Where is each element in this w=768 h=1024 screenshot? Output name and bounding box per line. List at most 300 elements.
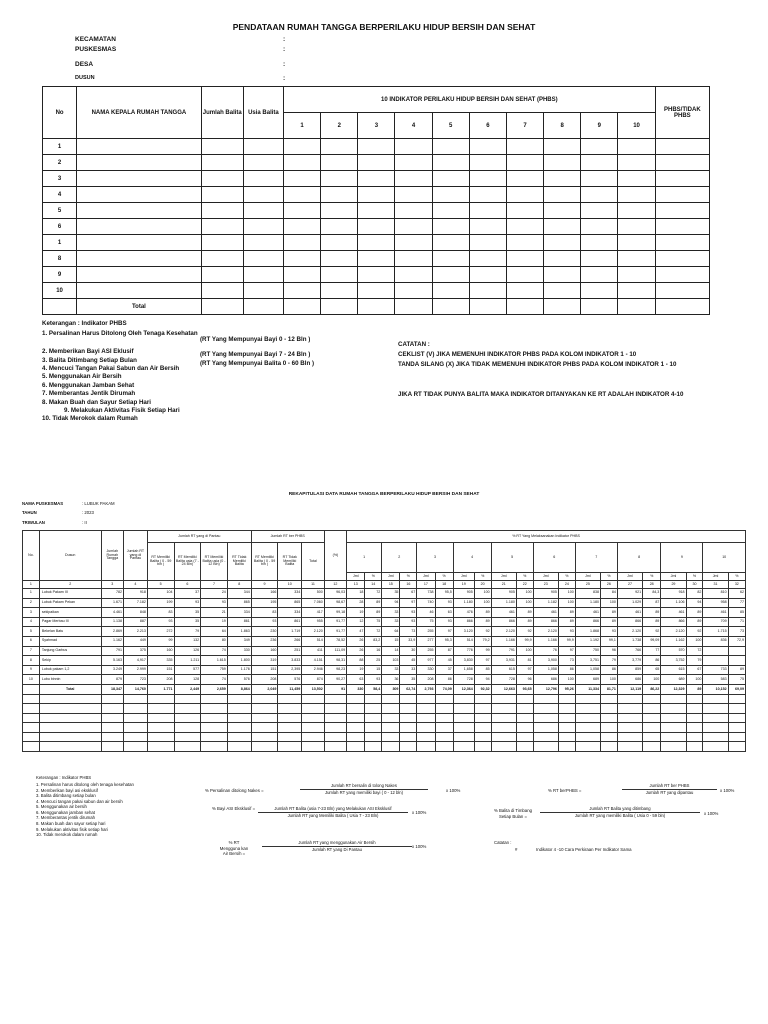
entry-cell[interactable]	[395, 267, 432, 283]
entry-cell[interactable]	[544, 251, 581, 267]
empty-cell[interactable]	[23, 723, 40, 733]
entry-cell[interactable]	[618, 187, 655, 203]
entry-cell[interactable]	[395, 187, 432, 203]
empty-cell[interactable]	[347, 742, 365, 752]
entry-cell[interactable]	[655, 171, 709, 187]
empty-cell[interactable]	[124, 723, 148, 733]
entry-cell[interactable]	[243, 219, 283, 235]
empty-cell[interactable]	[23, 742, 40, 752]
entry-cell[interactable]	[77, 203, 202, 219]
empty-cell[interactable]	[435, 694, 453, 704]
empty-cell[interactable]	[251, 694, 278, 704]
entry-cell[interactable]	[655, 155, 709, 171]
empty-cell[interactable]	[417, 704, 435, 714]
empty-cell[interactable]	[516, 742, 533, 752]
empty-cell[interactable]	[533, 723, 558, 733]
empty-cell[interactable]	[365, 713, 382, 723]
empty-cell[interactable]	[365, 723, 382, 733]
entry-cell[interactable]	[544, 219, 581, 235]
entry-cell[interactable]	[358, 171, 395, 187]
empty-cell[interactable]	[400, 694, 417, 704]
entry-cell[interactable]	[469, 171, 506, 187]
entry-cell[interactable]	[395, 283, 432, 299]
empty-cell[interactable]	[174, 704, 201, 714]
empty-cell[interactable]	[347, 704, 365, 714]
empty-cell[interactable]	[728, 742, 745, 752]
empty-cell[interactable]	[617, 723, 642, 733]
empty-cell[interactable]	[23, 704, 40, 714]
empty-cell[interactable]	[491, 713, 516, 723]
empty-cell[interactable]	[728, 723, 745, 733]
empty-cell[interactable]	[643, 732, 661, 742]
empty-cell[interactable]	[400, 742, 417, 752]
entry-cell[interactable]	[321, 219, 358, 235]
empty-cell[interactable]	[201, 704, 228, 714]
empty-cell[interactable]	[601, 742, 618, 752]
empty-cell[interactable]	[474, 732, 491, 742]
empty-cell[interactable]	[533, 704, 558, 714]
empty-cell[interactable]	[558, 742, 575, 752]
entry-cell[interactable]	[581, 155, 618, 171]
entry-cell[interactable]	[201, 267, 243, 283]
empty-cell[interactable]	[174, 742, 201, 752]
empty-cell[interactable]	[516, 694, 533, 704]
empty-cell[interactable]	[124, 732, 148, 742]
empty-cell[interactable]	[435, 742, 453, 752]
empty-cell[interactable]	[174, 723, 201, 733]
empty-cell[interactable]	[302, 713, 324, 723]
empty-cell[interactable]	[324, 723, 346, 733]
empty-cell[interactable]	[575, 694, 600, 704]
empty-cell[interactable]	[347, 723, 365, 733]
entry-cell[interactable]	[201, 219, 243, 235]
empty-cell[interactable]	[661, 694, 686, 704]
empty-cell[interactable]	[278, 742, 302, 752]
empty-cell[interactable]	[251, 704, 278, 714]
empty-cell[interactable]	[201, 732, 228, 742]
empty-cell[interactable]	[643, 713, 661, 723]
entry-cell[interactable]	[284, 251, 321, 267]
entry-cell[interactable]	[469, 283, 506, 299]
empty-cell[interactable]	[23, 694, 40, 704]
entry-cell[interactable]	[432, 235, 469, 251]
empty-cell[interactable]	[324, 694, 346, 704]
entry-cell[interactable]	[469, 139, 506, 155]
empty-cell[interactable]	[686, 704, 703, 714]
empty-cell[interactable]	[686, 742, 703, 752]
empty-cell[interactable]	[251, 713, 278, 723]
entry-cell[interactable]	[395, 235, 432, 251]
entry-cell[interactable]	[544, 235, 581, 251]
entry-cell[interactable]	[243, 171, 283, 187]
empty-cell[interactable]	[324, 742, 346, 752]
empty-cell[interactable]	[617, 704, 642, 714]
empty-cell[interactable]	[703, 704, 728, 714]
empty-cell[interactable]	[643, 694, 661, 704]
entry-cell[interactable]	[201, 203, 243, 219]
entry-cell[interactable]	[395, 139, 432, 155]
entry-cell[interactable]	[506, 283, 543, 299]
empty-cell[interactable]	[227, 742, 251, 752]
empty-cell[interactable]	[703, 694, 728, 704]
empty-cell[interactable]	[601, 704, 618, 714]
empty-cell[interactable]	[39, 732, 101, 742]
entry-cell[interactable]	[655, 235, 709, 251]
entry-cell[interactable]	[469, 187, 506, 203]
entry-cell[interactable]	[284, 139, 321, 155]
empty-cell[interactable]	[278, 694, 302, 704]
empty-cell[interactable]	[491, 723, 516, 733]
entry-cell[interactable]	[321, 267, 358, 283]
empty-cell[interactable]	[201, 713, 228, 723]
entry-cell[interactable]	[432, 219, 469, 235]
entry-cell[interactable]	[358, 235, 395, 251]
entry-cell[interactable]	[243, 251, 283, 267]
entry-cell[interactable]	[77, 139, 202, 155]
entry-cell[interactable]	[77, 251, 202, 267]
entry-cell[interactable]	[395, 251, 432, 267]
entry-cell[interactable]	[655, 267, 709, 283]
entry-cell[interactable]	[243, 283, 283, 299]
entry-cell[interactable]	[284, 219, 321, 235]
entry-cell[interactable]	[321, 155, 358, 171]
entry-cell[interactable]	[432, 267, 469, 283]
entry-cell[interactable]	[655, 203, 709, 219]
entry-cell[interactable]	[581, 267, 618, 283]
entry-cell[interactable]	[201, 155, 243, 171]
empty-cell[interactable]	[400, 723, 417, 733]
empty-cell[interactable]	[382, 732, 400, 742]
entry-cell[interactable]	[201, 171, 243, 187]
entry-cell[interactable]	[77, 235, 202, 251]
empty-cell[interactable]	[643, 742, 661, 752]
entry-cell[interactable]	[77, 187, 202, 203]
entry-cell[interactable]	[243, 139, 283, 155]
empty-cell[interactable]	[435, 732, 453, 742]
entry-cell[interactable]	[655, 219, 709, 235]
empty-cell[interactable]	[39, 704, 101, 714]
entry-cell[interactable]	[432, 155, 469, 171]
empty-cell[interactable]	[491, 742, 516, 752]
empty-cell[interactable]	[558, 694, 575, 704]
empty-cell[interactable]	[453, 713, 474, 723]
empty-cell[interactable]	[101, 723, 123, 733]
entry-cell[interactable]	[469, 235, 506, 251]
entry-cell[interactable]	[243, 203, 283, 219]
entry-cell[interactable]	[544, 283, 581, 299]
entry-cell[interactable]	[469, 219, 506, 235]
empty-cell[interactable]	[302, 732, 324, 742]
empty-cell[interactable]	[227, 732, 251, 742]
entry-cell[interactable]	[432, 187, 469, 203]
empty-cell[interactable]	[533, 694, 558, 704]
empty-cell[interactable]	[278, 723, 302, 733]
empty-cell[interactable]	[533, 713, 558, 723]
entry-cell[interactable]	[395, 219, 432, 235]
entry-cell[interactable]	[358, 155, 395, 171]
empty-cell[interactable]	[147, 732, 174, 742]
empty-cell[interactable]	[601, 732, 618, 742]
empty-cell[interactable]	[728, 704, 745, 714]
entry-cell[interactable]	[321, 283, 358, 299]
entry-cell[interactable]	[544, 155, 581, 171]
empty-cell[interactable]	[365, 704, 382, 714]
empty-cell[interactable]	[147, 742, 174, 752]
entry-cell[interactable]	[506, 219, 543, 235]
empty-cell[interactable]	[575, 732, 600, 742]
empty-cell[interactable]	[365, 732, 382, 742]
entry-cell[interactable]	[618, 235, 655, 251]
empty-cell[interactable]	[601, 723, 618, 733]
entry-cell[interactable]	[358, 251, 395, 267]
entry-cell[interactable]	[581, 139, 618, 155]
entry-cell[interactable]	[201, 235, 243, 251]
entry-cell[interactable]	[284, 187, 321, 203]
empty-cell[interactable]	[453, 732, 474, 742]
empty-cell[interactable]	[382, 723, 400, 733]
empty-cell[interactable]	[558, 704, 575, 714]
entry-cell[interactable]	[284, 203, 321, 219]
entry-cell[interactable]	[432, 171, 469, 187]
empty-cell[interactable]	[39, 694, 101, 704]
empty-cell[interactable]	[201, 694, 228, 704]
empty-cell[interactable]	[365, 694, 382, 704]
entry-cell[interactable]	[506, 203, 543, 219]
empty-cell[interactable]	[251, 732, 278, 742]
empty-cell[interactable]	[686, 723, 703, 733]
empty-cell[interactable]	[124, 742, 148, 752]
empty-cell[interactable]	[703, 723, 728, 733]
entry-cell[interactable]	[581, 171, 618, 187]
empty-cell[interactable]	[661, 704, 686, 714]
entry-cell[interactable]	[506, 171, 543, 187]
empty-cell[interactable]	[365, 742, 382, 752]
empty-cell[interactable]	[124, 694, 148, 704]
empty-cell[interactable]	[516, 704, 533, 714]
entry-cell[interactable]	[77, 267, 202, 283]
empty-cell[interactable]	[382, 694, 400, 704]
entry-cell[interactable]	[655, 251, 709, 267]
entry-cell[interactable]	[581, 283, 618, 299]
empty-cell[interactable]	[558, 732, 575, 742]
empty-cell[interactable]	[474, 694, 491, 704]
empty-cell[interactable]	[382, 704, 400, 714]
entry-cell[interactable]	[655, 187, 709, 203]
entry-cell[interactable]	[618, 267, 655, 283]
empty-cell[interactable]	[686, 713, 703, 723]
empty-cell[interactable]	[474, 742, 491, 752]
empty-cell[interactable]	[417, 732, 435, 742]
entry-cell[interactable]	[506, 139, 543, 155]
entry-cell[interactable]	[358, 203, 395, 219]
entry-cell[interactable]	[432, 283, 469, 299]
entry-cell[interactable]	[544, 203, 581, 219]
empty-cell[interactable]	[516, 713, 533, 723]
entry-cell[interactable]	[618, 203, 655, 219]
empty-cell[interactable]	[417, 713, 435, 723]
empty-cell[interactable]	[147, 713, 174, 723]
empty-cell[interactable]	[491, 732, 516, 742]
empty-cell[interactable]	[453, 723, 474, 733]
empty-cell[interactable]	[435, 704, 453, 714]
entry-cell[interactable]	[544, 171, 581, 187]
empty-cell[interactable]	[435, 723, 453, 733]
entry-cell[interactable]	[618, 251, 655, 267]
empty-cell[interactable]	[227, 723, 251, 733]
entry-cell[interactable]	[469, 203, 506, 219]
empty-cell[interactable]	[227, 694, 251, 704]
entry-cell[interactable]	[544, 139, 581, 155]
empty-cell[interactable]	[575, 713, 600, 723]
empty-cell[interactable]	[491, 694, 516, 704]
empty-cell[interactable]	[201, 723, 228, 733]
empty-cell[interactable]	[491, 704, 516, 714]
empty-cell[interactable]	[147, 723, 174, 733]
entry-cell[interactable]	[544, 267, 581, 283]
empty-cell[interactable]	[703, 713, 728, 723]
empty-cell[interactable]	[417, 723, 435, 733]
entry-cell[interactable]	[581, 203, 618, 219]
empty-cell[interactable]	[533, 732, 558, 742]
empty-cell[interactable]	[302, 723, 324, 733]
empty-cell[interactable]	[661, 742, 686, 752]
empty-cell[interactable]	[661, 713, 686, 723]
empty-cell[interactable]	[147, 704, 174, 714]
entry-cell[interactable]	[77, 155, 202, 171]
entry-cell[interactable]	[201, 187, 243, 203]
entry-cell[interactable]	[655, 283, 709, 299]
entry-cell[interactable]	[321, 203, 358, 219]
empty-cell[interactable]	[302, 704, 324, 714]
empty-cell[interactable]	[661, 732, 686, 742]
empty-cell[interactable]	[251, 742, 278, 752]
empty-cell[interactable]	[516, 732, 533, 742]
empty-cell[interactable]	[453, 742, 474, 752]
empty-cell[interactable]	[558, 713, 575, 723]
empty-cell[interactable]	[174, 694, 201, 704]
empty-cell[interactable]	[400, 704, 417, 714]
empty-cell[interactable]	[643, 704, 661, 714]
entry-cell[interactable]	[618, 219, 655, 235]
entry-cell[interactable]	[77, 171, 202, 187]
entry-cell[interactable]	[432, 203, 469, 219]
entry-cell[interactable]	[618, 139, 655, 155]
empty-cell[interactable]	[533, 742, 558, 752]
entry-cell[interactable]	[321, 171, 358, 187]
empty-cell[interactable]	[174, 713, 201, 723]
empty-cell[interactable]	[324, 713, 346, 723]
entry-cell[interactable]	[284, 283, 321, 299]
entry-cell[interactable]	[243, 155, 283, 171]
empty-cell[interactable]	[516, 723, 533, 733]
empty-cell[interactable]	[101, 694, 123, 704]
empty-cell[interactable]	[417, 742, 435, 752]
empty-cell[interactable]	[400, 713, 417, 723]
entry-cell[interactable]	[581, 187, 618, 203]
empty-cell[interactable]	[617, 732, 642, 742]
entry-cell[interactable]	[321, 235, 358, 251]
empty-cell[interactable]	[251, 723, 278, 733]
entry-cell[interactable]	[284, 267, 321, 283]
empty-cell[interactable]	[474, 723, 491, 733]
empty-cell[interactable]	[23, 732, 40, 742]
empty-cell[interactable]	[101, 704, 123, 714]
entry-cell[interactable]	[395, 171, 432, 187]
empty-cell[interactable]	[124, 704, 148, 714]
empty-cell[interactable]	[302, 742, 324, 752]
empty-cell[interactable]	[601, 713, 618, 723]
empty-cell[interactable]	[474, 704, 491, 714]
empty-cell[interactable]	[39, 723, 101, 733]
entry-cell[interactable]	[395, 203, 432, 219]
empty-cell[interactable]	[174, 732, 201, 742]
empty-cell[interactable]	[347, 732, 365, 742]
entry-cell[interactable]	[581, 251, 618, 267]
empty-cell[interactable]	[703, 732, 728, 742]
entry-cell[interactable]	[321, 187, 358, 203]
entry-cell[interactable]	[506, 155, 543, 171]
empty-cell[interactable]	[201, 742, 228, 752]
entry-cell[interactable]	[358, 283, 395, 299]
empty-cell[interactable]	[435, 713, 453, 723]
empty-cell[interactable]	[324, 732, 346, 742]
empty-cell[interactable]	[278, 704, 302, 714]
empty-cell[interactable]	[617, 742, 642, 752]
empty-cell[interactable]	[575, 742, 600, 752]
entry-cell[interactable]	[201, 139, 243, 155]
entry-cell[interactable]	[432, 139, 469, 155]
empty-cell[interactable]	[575, 723, 600, 733]
entry-cell[interactable]	[284, 171, 321, 187]
empty-cell[interactable]	[728, 713, 745, 723]
empty-cell[interactable]	[227, 713, 251, 723]
empty-cell[interactable]	[643, 723, 661, 733]
empty-cell[interactable]	[39, 742, 101, 752]
empty-cell[interactable]	[302, 694, 324, 704]
empty-cell[interactable]	[324, 704, 346, 714]
empty-cell[interactable]	[474, 713, 491, 723]
entry-cell[interactable]	[284, 235, 321, 251]
empty-cell[interactable]	[347, 713, 365, 723]
empty-cell[interactable]	[400, 732, 417, 742]
entry-cell[interactable]	[358, 267, 395, 283]
empty-cell[interactable]	[453, 694, 474, 704]
entry-cell[interactable]	[243, 267, 283, 283]
entry-cell[interactable]	[77, 219, 202, 235]
entry-cell[interactable]	[243, 187, 283, 203]
empty-cell[interactable]	[101, 732, 123, 742]
empty-cell[interactable]	[39, 713, 101, 723]
entry-cell[interactable]	[395, 155, 432, 171]
entry-cell[interactable]	[655, 139, 709, 155]
entry-cell[interactable]	[506, 235, 543, 251]
empty-cell[interactable]	[147, 694, 174, 704]
entry-cell[interactable]	[506, 251, 543, 267]
empty-cell[interactable]	[278, 732, 302, 742]
entry-cell[interactable]	[358, 139, 395, 155]
empty-cell[interactable]	[617, 713, 642, 723]
empty-cell[interactable]	[686, 694, 703, 704]
empty-cell[interactable]	[417, 694, 435, 704]
entry-cell[interactable]	[243, 235, 283, 251]
entry-cell[interactable]	[77, 283, 202, 299]
empty-cell[interactable]	[278, 713, 302, 723]
empty-cell[interactable]	[728, 732, 745, 742]
entry-cell[interactable]	[581, 235, 618, 251]
entry-cell[interactable]	[618, 171, 655, 187]
empty-cell[interactable]	[617, 694, 642, 704]
empty-cell[interactable]	[101, 713, 123, 723]
